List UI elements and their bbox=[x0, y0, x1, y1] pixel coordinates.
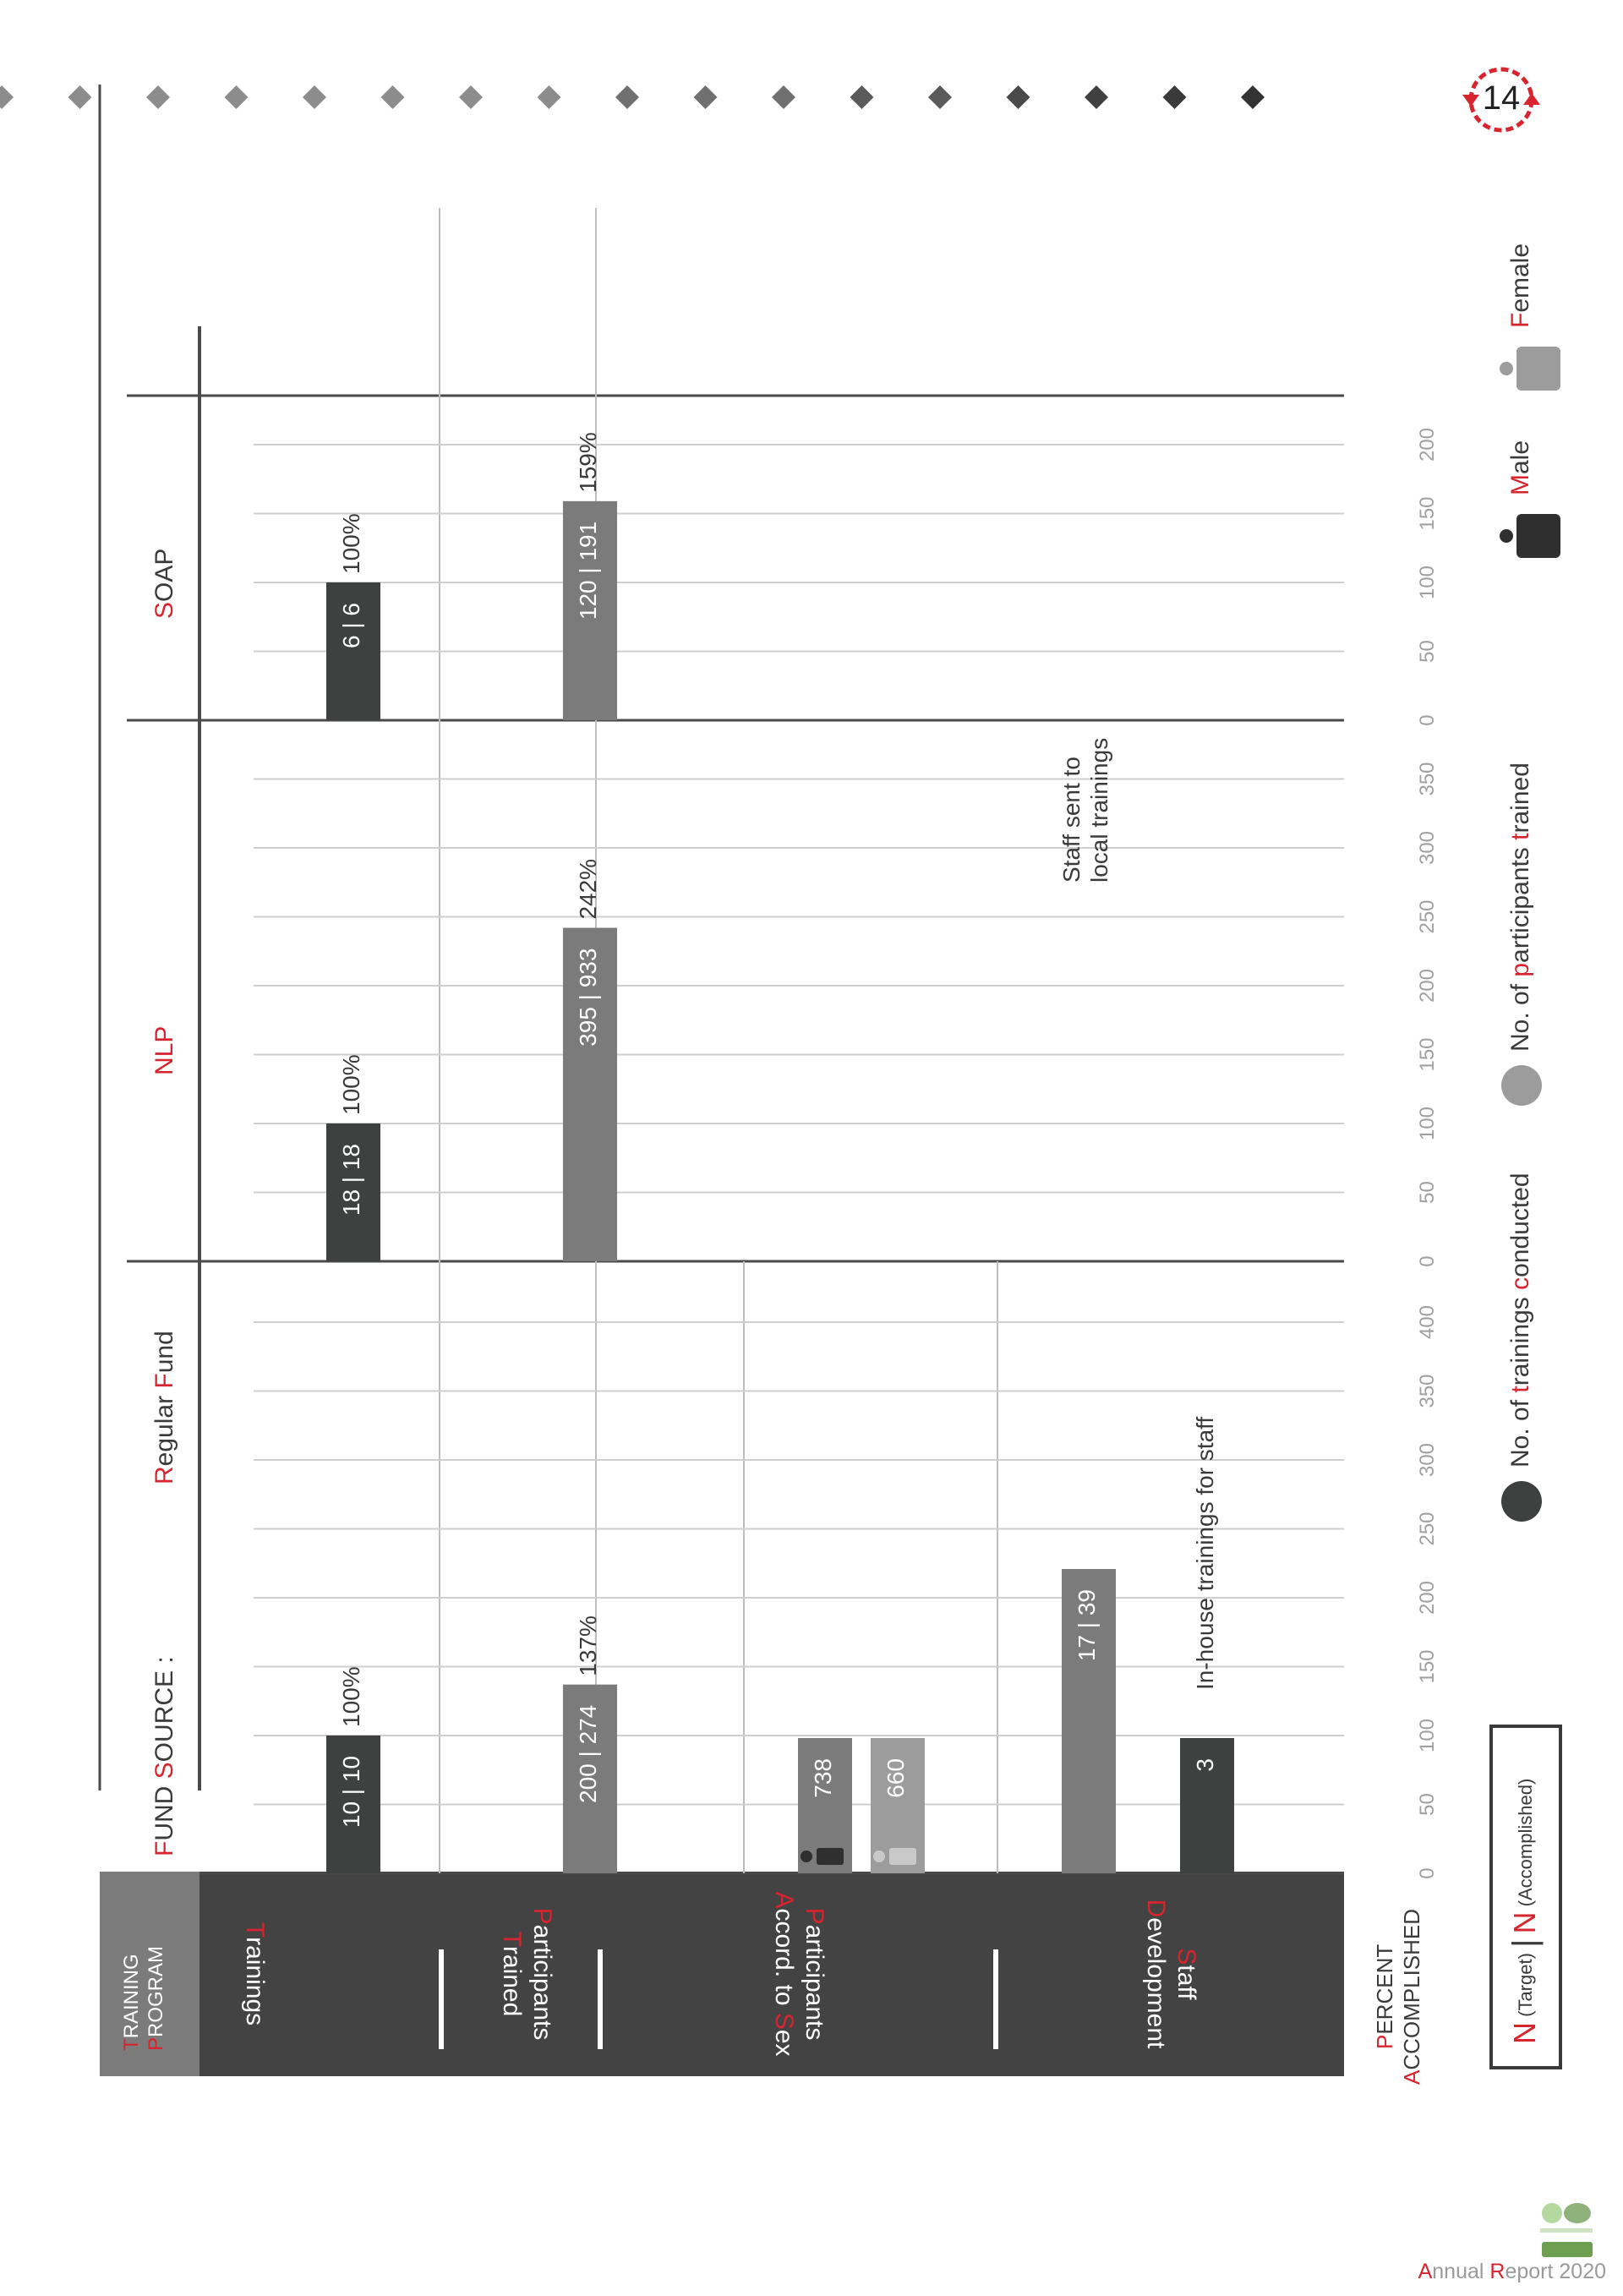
legend-participants bbox=[1506, 763, 1534, 1052]
table-row-divider bbox=[598, 1949, 603, 2049]
bar-percent-label-part: 100% bbox=[338, 1054, 365, 1115]
legend-male-part: ale bbox=[1506, 440, 1534, 474]
tick-label bbox=[1416, 640, 1439, 663]
tick-label bbox=[1416, 1443, 1439, 1477]
tick-label-part: 0 bbox=[1416, 1255, 1440, 1267]
fund-title-1 bbox=[150, 1026, 178, 1075]
footer-letter-r: R bbox=[1489, 2260, 1506, 2283]
bar-value-label-part: 200 | 274 bbox=[575, 1704, 602, 1803]
tick-label-part: 200 bbox=[1416, 968, 1440, 1003]
legend-target-accomplished-part: N bbox=[1506, 1911, 1542, 1934]
row-label-participants-sex-line-part: S bbox=[770, 2012, 799, 2030]
annotation-local-trainings-part: local trainings bbox=[1086, 737, 1113, 883]
row-label-trainings-line-part: rainings bbox=[241, 1937, 270, 2026]
tick-label bbox=[1416, 1793, 1439, 1816]
row-label-participants-sex-line-part: articipants bbox=[801, 1924, 829, 2041]
tick-label bbox=[1416, 1037, 1439, 1071]
row-label-participants-sex-line-part: ccord. to bbox=[770, 1908, 799, 2013]
bar-value-label-part: 660 bbox=[883, 1758, 910, 1798]
legend-target-accomplished-part: (Target) bbox=[1514, 1953, 1536, 2017]
bar-value-label-part: 120 | 191 bbox=[575, 521, 602, 620]
bar-value-label bbox=[883, 1758, 909, 1798]
fund-title-0-part: F bbox=[150, 1373, 178, 1389]
row-label-staff-development-line-part: evelopment bbox=[1142, 1917, 1171, 2049]
footer-text-eport: eport 2020 bbox=[1505, 2260, 1606, 2283]
annotation-in-house bbox=[1192, 1417, 1218, 1690]
bar-value-label-part: 10 | 10 bbox=[338, 1756, 365, 1829]
footer-text-nnual: nnual bbox=[1432, 2260, 1490, 2283]
legend-target-accomplished-part: | bbox=[1506, 1938, 1544, 1948]
tick-label-part: 200 bbox=[1416, 1580, 1440, 1615]
fund-title-0 bbox=[150, 1331, 178, 1484]
tick-label bbox=[1416, 899, 1439, 933]
tick-label bbox=[1416, 1181, 1439, 1204]
row-label-participants-trained-line bbox=[498, 1932, 526, 2017]
legend-target-accomplished-part: N bbox=[1506, 2022, 1542, 2044]
percent-label-line1-part: P bbox=[1371, 2034, 1397, 2049]
bar-value-label-part: 17 | 39 bbox=[1074, 1589, 1101, 1662]
tick-label bbox=[1416, 1867, 1439, 1878]
male-icon-body bbox=[817, 1848, 844, 1865]
tick-label bbox=[1416, 969, 1439, 1003]
annotation-local-trainings bbox=[1086, 738, 1112, 883]
footer-letter-a: A bbox=[1418, 2260, 1433, 2283]
tick-label-part: 0 bbox=[1416, 714, 1440, 726]
page-number: 14 bbox=[1482, 79, 1521, 117]
legend-conducted-part: t bbox=[1506, 1386, 1534, 1393]
legend-conducted-part: c bbox=[1506, 1276, 1534, 1290]
bar-value-label-part: 3 bbox=[1192, 1758, 1219, 1772]
fund-title-2-part: OAP bbox=[150, 548, 178, 602]
bar-percent-label bbox=[575, 1615, 601, 1676]
bar-value-label-part: 6 | 6 bbox=[338, 603, 365, 648]
tick-label bbox=[1416, 714, 1439, 725]
tick-label-part: 50 bbox=[1416, 1181, 1440, 1204]
row-label-staff-development-line-part: D bbox=[1142, 1899, 1171, 1918]
bar-value-label bbox=[338, 603, 364, 648]
bar-value-label bbox=[1192, 1758, 1218, 1772]
fund-title-1-part: NLP bbox=[150, 1025, 178, 1075]
tick-label bbox=[1416, 1374, 1439, 1408]
legend-participants-part: t bbox=[1506, 833, 1534, 840]
tick-label bbox=[1416, 762, 1439, 795]
legend-conducted-part: rainings bbox=[1506, 1289, 1534, 1386]
legend-target-accomplished bbox=[1506, 1779, 1544, 2044]
percent-label-line1 bbox=[1372, 1944, 1397, 2049]
legend-participants-dot bbox=[1501, 1065, 1542, 1106]
tick-label-part: 250 bbox=[1416, 899, 1440, 934]
bar-value-label-part: 18 | 18 bbox=[338, 1144, 365, 1216]
row-label-participants-trained-line-part: rained bbox=[498, 1945, 527, 2017]
bar-percent-label-part: 100% bbox=[338, 1666, 365, 1727]
legend-male-icon-body bbox=[1516, 514, 1560, 558]
legend-participants-part: articipants bbox=[1506, 839, 1534, 963]
tick-label bbox=[1416, 831, 1439, 865]
row-label-staff-development-line-part: S bbox=[1172, 1948, 1201, 1965]
tick-label bbox=[1416, 1719, 1439, 1752]
row-label-trainings-line bbox=[241, 1922, 269, 2025]
bar-percent-label bbox=[575, 859, 601, 920]
fund-source-label-part: S bbox=[150, 1762, 178, 1779]
legend-female-icon bbox=[1500, 362, 1513, 375]
row-label-participants-trained-line bbox=[528, 1908, 556, 2041]
fund-title-2-part: S bbox=[150, 601, 178, 619]
annotation-staff-sent bbox=[1058, 757, 1085, 883]
row-label-participants-sex-line-part: ex bbox=[770, 2029, 799, 2057]
bar-percent-label-part: 100% bbox=[338, 513, 365, 574]
female-icon-body bbox=[889, 1848, 916, 1865]
row-label-staff-development-line bbox=[1142, 1900, 1170, 2049]
legend-conducted-dot bbox=[1501, 1481, 1542, 1522]
table-header-program-part: ROGRAM bbox=[145, 1945, 168, 2037]
legend-participants-part: No. of bbox=[1506, 976, 1534, 1052]
legend-female-icon-body bbox=[1516, 347, 1560, 391]
row-label-participants-trained-line-part: articipants bbox=[528, 1924, 557, 2041]
tick-label-part: 100 bbox=[1416, 1106, 1440, 1141]
legend-target-accomplished-part: (Accomplished) bbox=[1514, 1778, 1536, 1907]
row-label-participants-trained-line-part: T bbox=[498, 1931, 527, 1946]
bar-percent-label-part: 159% bbox=[575, 432, 602, 493]
bar-value-label bbox=[338, 1756, 364, 1828]
fund-title-0-part: R bbox=[150, 1466, 178, 1484]
fund-source-label-part: UND bbox=[150, 1779, 178, 1841]
annotation-staff-sent-part: Staff sent to bbox=[1058, 757, 1085, 883]
legend-participants-part: p bbox=[1506, 962, 1534, 977]
bar-value-label bbox=[338, 1144, 364, 1216]
fund-source-label bbox=[150, 1656, 178, 1856]
legend-male-part: M bbox=[1506, 474, 1534, 495]
bar-percent-label bbox=[338, 1054, 364, 1115]
tick-label-part: 400 bbox=[1416, 1304, 1440, 1340]
tick-label bbox=[1416, 496, 1439, 530]
bar-percent-label bbox=[575, 432, 601, 493]
male-icon bbox=[801, 1850, 812, 1862]
bar-percent-label-part: 137% bbox=[575, 1615, 602, 1676]
tick-label-part: 50 bbox=[1416, 640, 1440, 663]
female-icon bbox=[873, 1850, 885, 1862]
row-label-staff-development-line bbox=[1172, 1948, 1200, 2000]
tick-label-part: 350 bbox=[1416, 1374, 1440, 1408]
tick-label-part: 150 bbox=[1416, 496, 1440, 531]
row-label-participants-sex-line-part: A bbox=[770, 1891, 799, 1909]
annotation-in-house-part: In-house trainings for staff bbox=[1192, 1416, 1219, 1690]
bar-value-label bbox=[1074, 1589, 1100, 1661]
bar-value-label bbox=[575, 1705, 601, 1803]
tick-label-part: 200 bbox=[1416, 427, 1440, 462]
percent-label-line2-part: A bbox=[1398, 2069, 1424, 2085]
legend-conducted-part: onducted bbox=[1506, 1173, 1534, 1277]
ati-itcph-logo bbox=[1537, 2198, 1596, 2264]
bar-value-label bbox=[810, 1758, 836, 1798]
table-header-training-part: T bbox=[120, 2038, 144, 2051]
legend-conducted bbox=[1506, 1173, 1534, 1468]
row-label-participants-sex-line bbox=[801, 1908, 828, 2041]
table-header-training-part: RAINING bbox=[120, 1954, 144, 2039]
row-label-trainings bbox=[241, 1922, 269, 2025]
bar-value-label-part: 738 bbox=[810, 1758, 837, 1798]
legend-male bbox=[1506, 440, 1534, 495]
bar-percent-label bbox=[338, 513, 364, 574]
tick-label-part: 300 bbox=[1416, 830, 1440, 866]
table-header-training bbox=[120, 1954, 143, 2051]
tick-label-part: 300 bbox=[1416, 1442, 1440, 1478]
table-row-divider bbox=[439, 1949, 444, 2049]
fund-title-2 bbox=[150, 549, 178, 619]
tick-label-part: 50 bbox=[1416, 1793, 1440, 1816]
table-header-program bbox=[145, 1946, 167, 2051]
bar-value-label-part: 395 | 933 bbox=[575, 948, 602, 1047]
fund-title-0-part: und bbox=[150, 1331, 178, 1374]
legend-conducted-part: No. of bbox=[1506, 1392, 1534, 1468]
tick-label-part: 150 bbox=[1416, 1037, 1440, 1072]
tick-label-part: 150 bbox=[1416, 1649, 1440, 1684]
bar-percent-label-part: 242% bbox=[575, 858, 602, 920]
tick-label bbox=[1416, 428, 1439, 462]
tick-label-part: 100 bbox=[1416, 565, 1440, 600]
legend-female-part: F bbox=[1506, 312, 1534, 328]
legend-male-icon bbox=[1500, 529, 1513, 543]
row-label-participants-sex-line-part: P bbox=[801, 1907, 829, 1925]
tick-label bbox=[1416, 1255, 1439, 1266]
tick-label bbox=[1416, 566, 1439, 599]
tick-label bbox=[1416, 1512, 1439, 1545]
tick-label bbox=[1416, 1581, 1439, 1615]
percent-label-line2 bbox=[1399, 1909, 1424, 2085]
legend-female bbox=[1506, 243, 1534, 328]
table-row-divider bbox=[993, 1949, 998, 2049]
fund-source-label-part: F bbox=[150, 1840, 178, 1856]
legend-participants-part: rained bbox=[1506, 763, 1534, 834]
tick-label bbox=[1416, 1107, 1439, 1140]
legend-female-part: emale bbox=[1506, 243, 1534, 313]
chart-canvas bbox=[100, 85, 1560, 2085]
fund-source-label-part: OURCE : bbox=[150, 1656, 178, 1763]
row-label-participants-sex-line bbox=[770, 1891, 798, 2056]
bar-percent-label bbox=[338, 1666, 364, 1727]
fund-title-0-part: egular bbox=[150, 1388, 178, 1467]
bar-value-label bbox=[575, 522, 601, 620]
footer-annual-report bbox=[1418, 2260, 1606, 2284]
percent-label-line2-part: CCOMPLISHED bbox=[1398, 1908, 1424, 2070]
table-header-program-part: P bbox=[145, 2036, 168, 2051]
tick-label-part: 350 bbox=[1416, 762, 1440, 796]
percent-label-line1-part: ERCENT bbox=[1371, 1943, 1397, 2035]
row-label-participants-trained-line-part: P bbox=[528, 1907, 557, 1925]
row-label-staff-development-line-part: taff bbox=[1172, 1965, 1201, 2000]
tick-label bbox=[1416, 1305, 1439, 1339]
tick-label-part: 250 bbox=[1416, 1512, 1440, 1546]
bar-value-label bbox=[575, 948, 601, 1047]
tick-label-part: 0 bbox=[1416, 1867, 1440, 1879]
tick-label bbox=[1416, 1649, 1439, 1683]
bar-0-5 bbox=[1180, 1738, 1234, 1873]
tick-label-part: 100 bbox=[1416, 1718, 1440, 1753]
row-label-trainings-line-part: T bbox=[241, 1922, 270, 1938]
